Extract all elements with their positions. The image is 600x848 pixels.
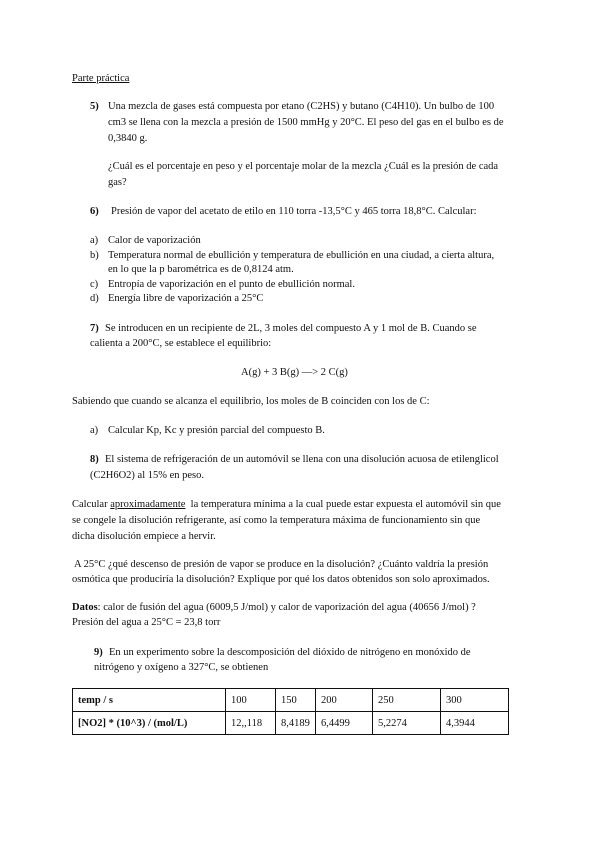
- table-cell: 300: [441, 689, 509, 712]
- q5-line-3: 0,3840 g.: [108, 133, 148, 144]
- q5-question-1: ¿Cuál es el porcentaje en peso y el porcentaje molar de la mezcla ¿Cuál es la presión de cada: [108, 161, 499, 172]
- q5-question-2: gas?: [108, 177, 127, 188]
- table-cell: 150: [276, 689, 316, 712]
- q6-item-d-text: Energía libre de vaporización a 25°C: [108, 293, 264, 304]
- table-cell: 8,4189: [276, 712, 316, 735]
- q8-calc-prefix: Calcular: [72, 499, 111, 510]
- q6-item-a-text: Calor de vaporización: [108, 235, 201, 246]
- q8-line-2: (C2H6O2) al 15% en peso.: [90, 470, 205, 481]
- no2-data-table: [72, 688, 509, 735]
- q8-datos-text: : calor de fusión del agua (6009,5 J/mol) y calor de vaporización del agua (40656 J/mol) ?: [97, 602, 476, 613]
- q7-line-1: Se introducen en un recipiente de 2L, 3 moles del compuesto A y 1 mol de B. Cuando se: [105, 323, 477, 334]
- section-heading: Parte práctica: [72, 73, 130, 84]
- q8-calc-line-2: se congele la disolución refrigerante, así como la temperatura máxima de funcionamiento sin que: [72, 515, 481, 526]
- table-cell: 12,,118: [226, 712, 276, 735]
- q8-calc-underlined: aproximadamente: [110, 499, 186, 510]
- q6-item-d-label: d): [90, 293, 99, 304]
- table-cell: 6,4499: [316, 712, 373, 735]
- q8-datos-line-2: Presión del agua a 25°C = 23,8 torr: [72, 617, 221, 628]
- q7-line-2: calienta a 200°C, se establece el equilibrio:: [90, 338, 272, 349]
- q5-line-1: Una mezcla de gases está compuesta por etano (C2HS) y butano (C4H10). Un bulbo de 100: [108, 101, 495, 112]
- q7-equation: A(g) + 3 B(g) —> 2 C(g): [241, 367, 348, 378]
- q8-line-1: El sistema de refrigeración de un automóvil se llena con una disolución acuosa de etilenglicol: [105, 454, 499, 465]
- q6-text: Presión de vapor del acetato de etilo en 110 torra -13,5°C y 465 torra 18,8°C. Calcular:: [111, 206, 477, 217]
- q6-item-a-label: a): [90, 235, 99, 246]
- q8-number: 8): [90, 454, 99, 465]
- q6-item-c-text: Entropía de vaporización en el punto de ebullición normal.: [108, 279, 355, 290]
- table-cell: 200: [316, 689, 373, 712]
- q6-item-b-label: b): [90, 250, 99, 261]
- q7-number: 7): [90, 323, 99, 334]
- q8-calc-line-1: [72, 498, 501, 512]
- q6-item-b-text-2: en lo que la p barométrica es de 0,8124 atm.: [108, 264, 294, 275]
- q6-item-c-label: c): [90, 279, 99, 290]
- q9-number: 9): [94, 647, 103, 658]
- table-cell: 5,2274: [373, 712, 441, 735]
- q7-item-a-text: Calcular Kp, Kc y presión parcial del compuesto B.: [108, 425, 325, 436]
- table-row: [73, 689, 509, 712]
- q8-datos-line-1: [72, 601, 476, 615]
- q8-datos-label: Datos: [72, 602, 98, 613]
- q5-line-2: cm3 se llena con la mezcla a presión de 1500 mmHg y 20°C. El peso del gas en el bulbo es de: [108, 117, 504, 128]
- q9-line-2: nitrógeno y oxígeno a 327°C, se obtienen: [94, 662, 269, 673]
- q6-item-b-text-1: Temperatura normal de ebullición y temperatura de ebullición en una ciudad, a cierta altura,: [108, 250, 495, 261]
- table-cell: 4,3944: [441, 712, 509, 735]
- q8-para2-line-1: A 25°C ¿qué descenso de presión de vapor se produce en la disolución? ¿Cuánto valdría la presión: [72, 559, 489, 570]
- q9-line-1: En un experimento sobre la descomposición del dióxido de nitrógeno en monóxido de: [109, 647, 471, 658]
- table-header-concentration: [NO2] * (10^3) / (mol/L): [73, 712, 226, 735]
- table-header-time: temp / s: [73, 689, 226, 712]
- q7-statement: Sabiendo que cuando se alcanza el equilibrio, los moles de B coinciden con los de C:: [72, 396, 430, 407]
- q8-para2-line-2: osmótica que produciría la disolución? Explique por qué los datos obtenidos son solo aproximados.: [72, 574, 490, 585]
- q7-item-a-label: a): [90, 425, 99, 436]
- table-row: [73, 712, 509, 735]
- q5-number: 5): [90, 101, 99, 112]
- table-cell: 250: [373, 689, 441, 712]
- q8-calc-line-3: dicha disolución empiece a hervir.: [72, 531, 216, 542]
- q6-number: 6): [90, 206, 99, 217]
- table-cell: 100: [226, 689, 276, 712]
- q8-calc-rest: la temperatura mínima a la cual puede estar expuesta el automóvil sin que: [185, 499, 501, 510]
